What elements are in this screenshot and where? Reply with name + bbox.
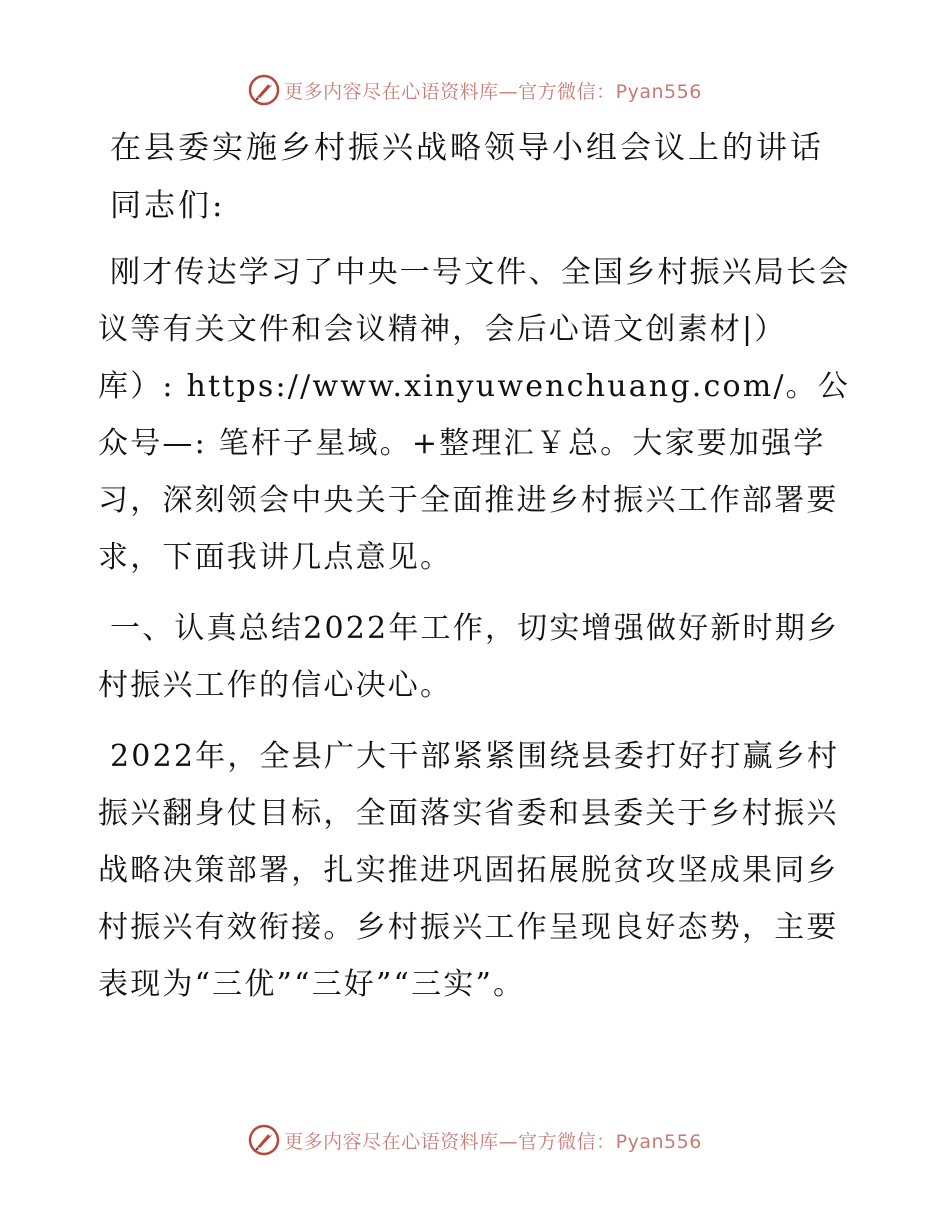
paragraph-intro: 刚才传达学习了中央一号文件、全国乡村振兴局长会议等有关文件和会议精神，会后心语文创素材|）库）: https://www.xinyuwenchuang.com/。公众号—: 笔杆子星域。+整理汇￥总。大家要加强学习，深刻领会中央关于全面推进乡村振兴工作部署要求，下面我讲几点意见。 — [98, 255, 851, 575]
paragraph-section-heading: 一、认真总结2022年工作，切实增强做好新时期乡村振兴工作的信心决心。 — [98, 611, 840, 703]
quill-pen-logo-icon — [248, 74, 280, 106]
quill-pen-logo-icon — [248, 1124, 280, 1156]
paragraph-2022-summary: 2022年，全县广大干部紧紧围绕县委打好打赢乡村振兴翻身仗目标，全面落实省委和县委关于乡村振兴战略决策部署，扎实推进巩固拓展脱贫攻坚成果同乡村振兴有效衔接。乡村振兴工作呈现良好态势，主要表现为“三优”“三好”“三实”。 — [98, 739, 840, 1002]
footer-banner — [0, 1120, 950, 1160]
document-body — [98, 120, 858, 1027]
header-banner-text: 更多内容尽在心语资料库—官方微信：Pyan556 — [284, 80, 702, 103]
document-title: 在县委实施乡村振兴战略领导小组会议上的讲话 — [110, 130, 824, 166]
salutation: 同志们: — [110, 188, 226, 224]
footer-banner-text: 更多内容尽在心语资料库—官方微信：Pyan556 — [284, 1130, 702, 1153]
header-banner — [0, 70, 950, 110]
